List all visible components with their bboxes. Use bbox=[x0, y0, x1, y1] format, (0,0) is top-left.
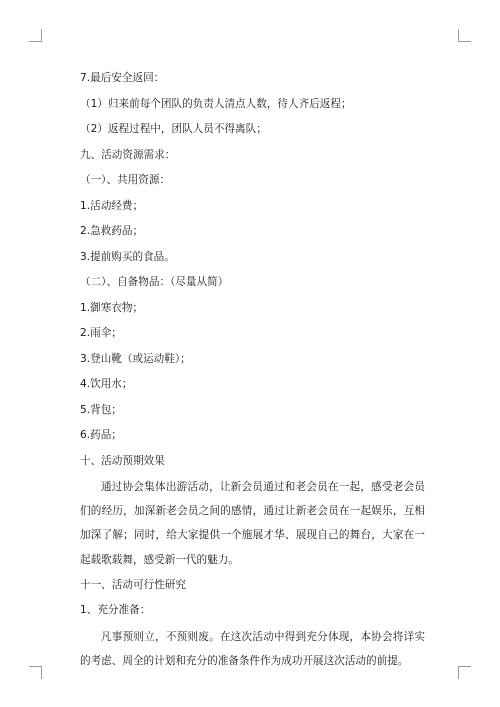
list-item: 2.急救药品； bbox=[80, 225, 144, 237]
subsection-heading: 1、充分准备： bbox=[80, 604, 151, 617]
text-line: （1）归来前每个团队的负责人清点人数，待人齐后返程； bbox=[80, 97, 352, 110]
list-item: 4.饮用水； bbox=[80, 378, 133, 390]
crop-mark-bottom-left bbox=[29, 666, 42, 679]
text-line: （2）返程过程中，团队人员不得离队； bbox=[80, 123, 267, 135]
section-heading: 十、活动预期效果 bbox=[80, 454, 165, 467]
list-item: 1.御寒衣物； bbox=[80, 301, 144, 314]
paragraph-expected-effect: 通过协会集体出游活动，让新会员通过和老会员在一起，感受老会员们的经历，加深新老会员之间的感情，通过让新老会员在一起娱乐，互相加深了解；同时，给大家提供一个施展才华、展现自己的舞台，大家在一起载歌载舞，感受新一代的魅力。 bbox=[80, 481, 425, 566]
paragraph-preparation: 凡事预则立，不预则废。在这次活动中得到充分体现，本协会将详实的考虑、周全的计划和充分的准备条件作为成功开展这次活动的前提。 bbox=[80, 630, 425, 668]
list-item: 3.提前购买的食品。 bbox=[80, 250, 175, 263]
section-heading: 十一、活动可行性研究 bbox=[80, 578, 186, 591]
crop-mark-top-left bbox=[29, 29, 42, 42]
crop-mark-top-right bbox=[458, 29, 471, 42]
list-item: 6.药品； bbox=[80, 429, 122, 441]
list-item: 2.雨伞； bbox=[80, 327, 122, 339]
text-line: 7.最后安全返回： bbox=[80, 72, 165, 84]
subsection-heading: （一）、共用资源： bbox=[80, 174, 171, 186]
crop-mark-bottom-right bbox=[458, 666, 471, 679]
subsection-heading: （二）、自备物品：（尽量从简） bbox=[80, 276, 229, 288]
list-item: 3.登山靴（或运动鞋）； bbox=[80, 352, 191, 365]
list-item: 5.背包； bbox=[80, 403, 122, 416]
section-heading: 九、活动资源需求： bbox=[80, 148, 176, 161]
document-body bbox=[80, 66, 425, 674]
list-item: 1.活动经费； bbox=[80, 199, 144, 212]
